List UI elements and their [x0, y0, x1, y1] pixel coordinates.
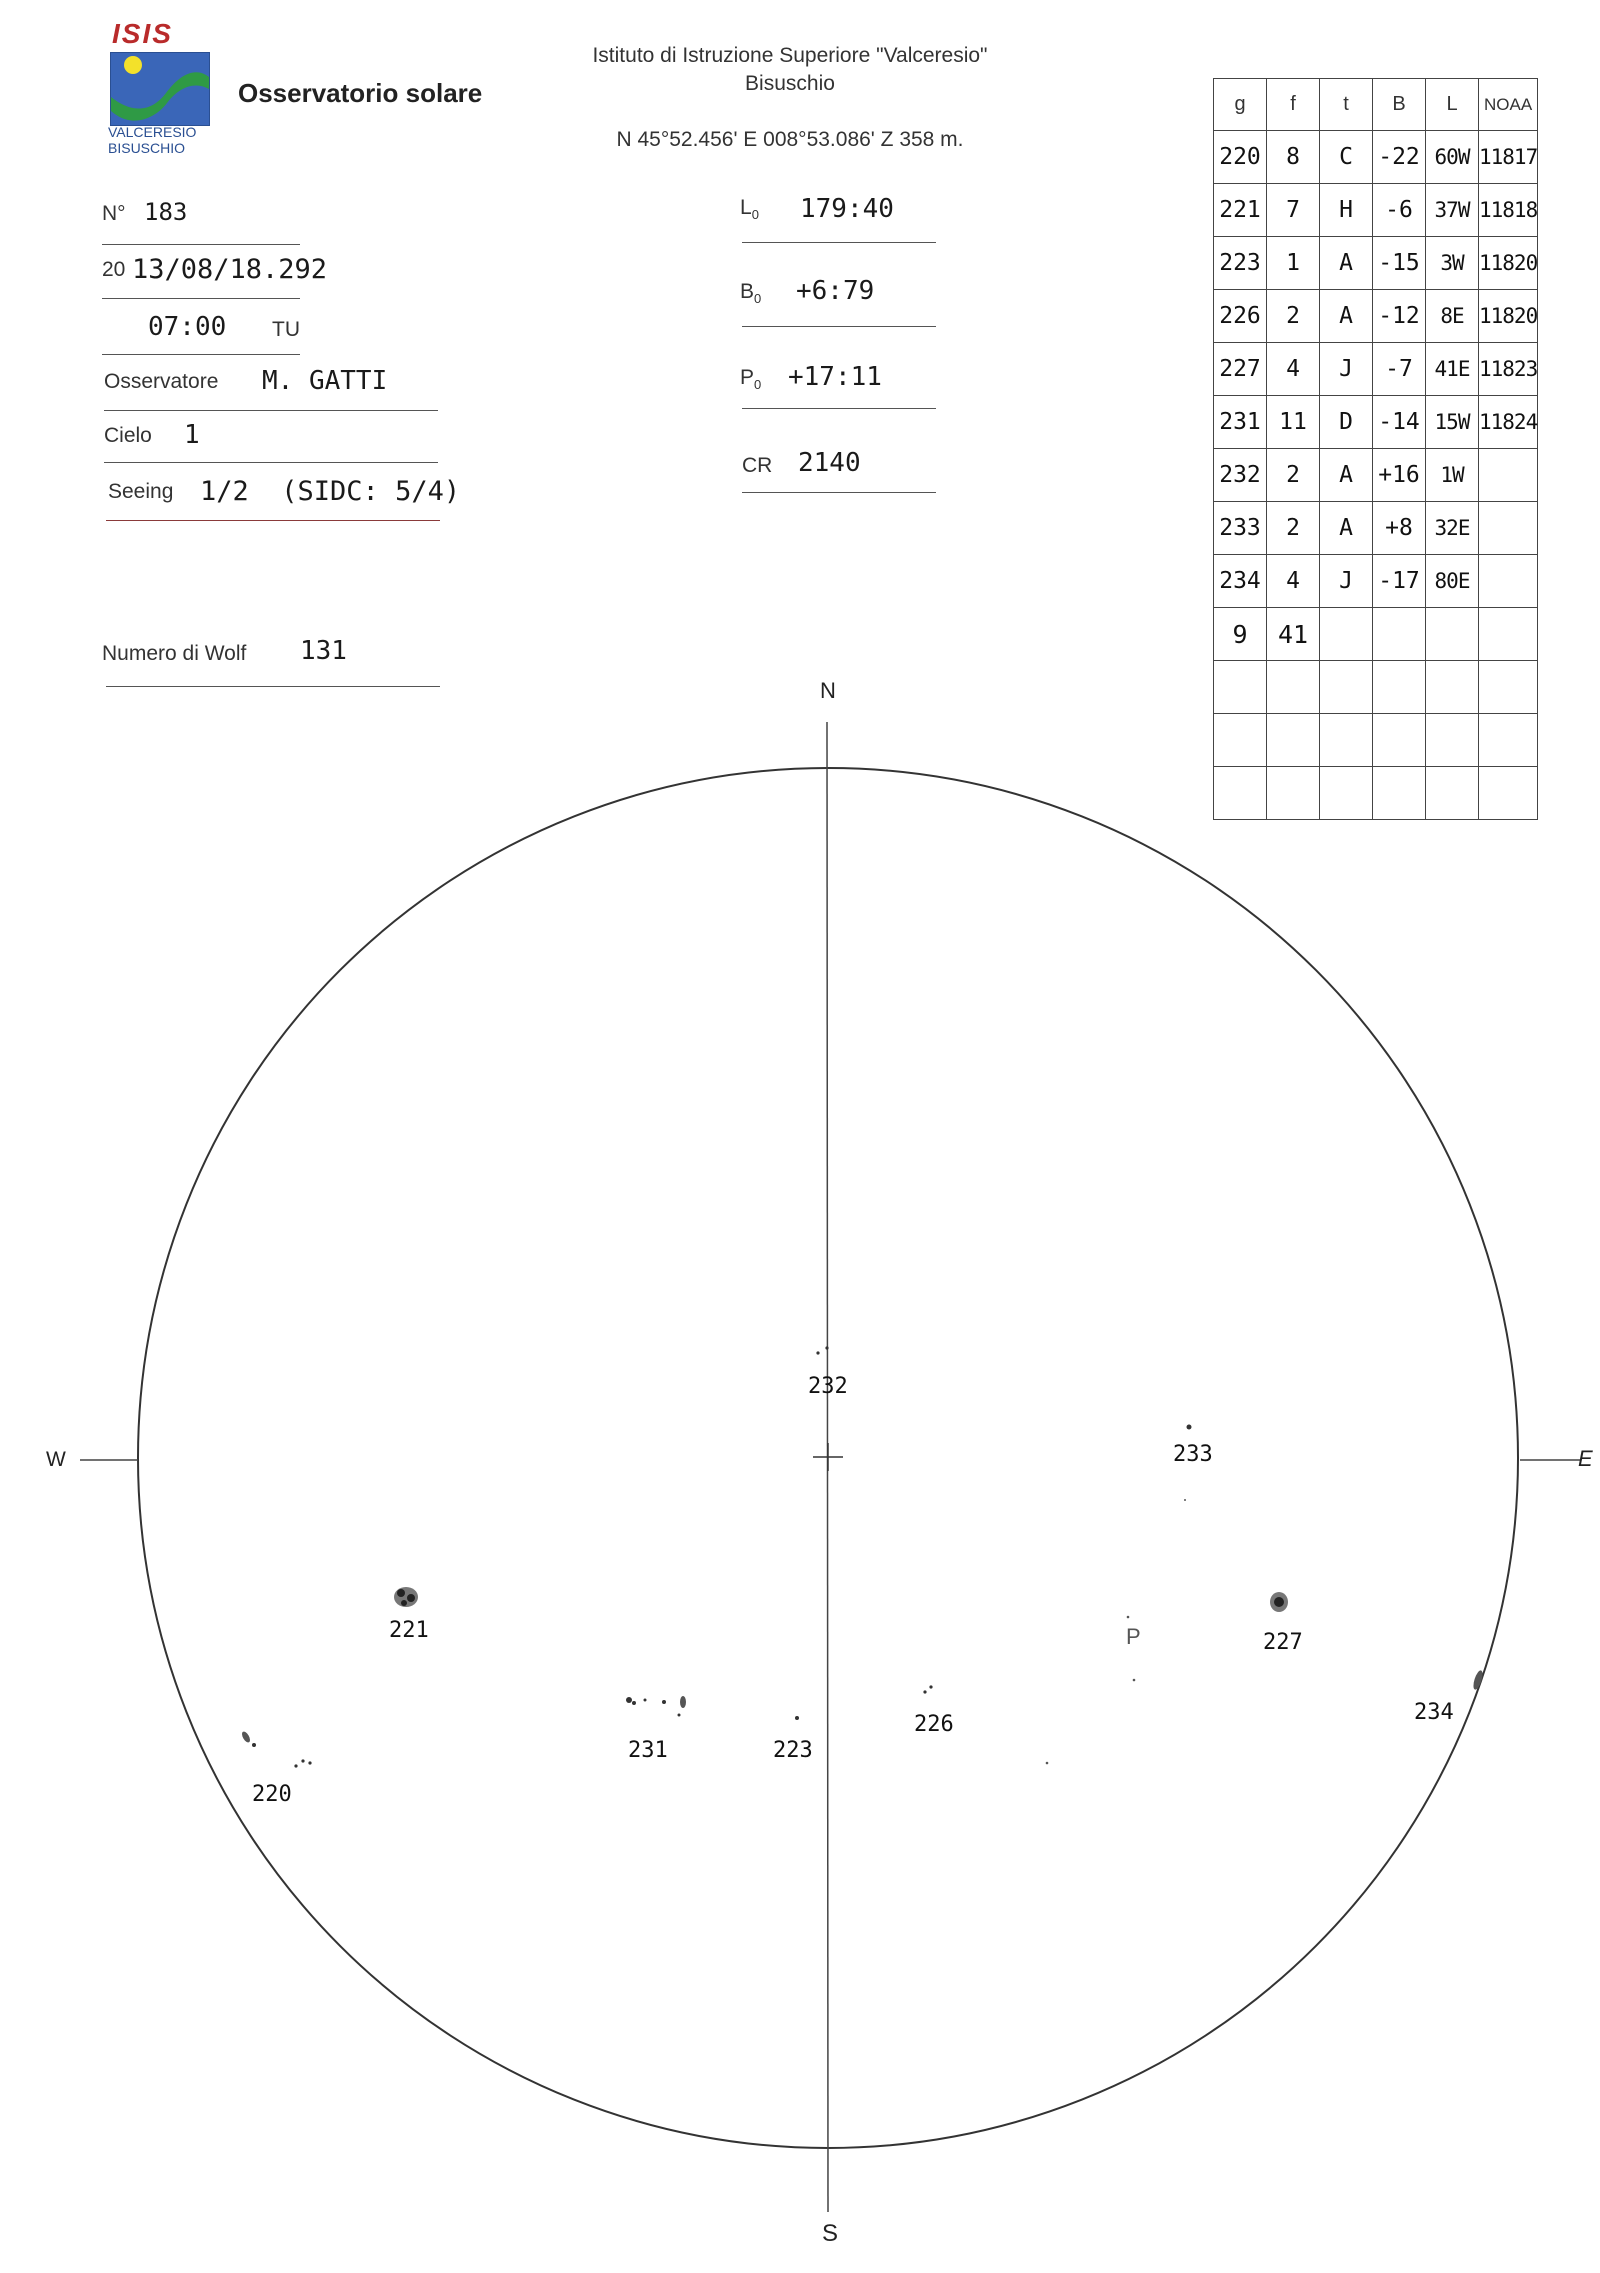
cell-spots: 7: [1267, 184, 1320, 237]
cell-longitude: 1W: [1426, 449, 1479, 502]
total-spots: 41: [1267, 608, 1320, 661]
north-label: N: [820, 678, 836, 703]
cell-latitude: +8: [1373, 502, 1426, 555]
observation-date: 13/08/18.292: [132, 254, 328, 285]
cell-latitude: -12: [1373, 290, 1426, 343]
l0-label: $L_0$: [740, 196, 759, 223]
seeing-value: 1/2 (SIDC: 5/4): [200, 476, 461, 507]
group-label-220: 220: [252, 1782, 292, 1807]
page-title: Osservatorio solare: [238, 78, 483, 108]
wolf-number-label: Numero di Wolf: [102, 642, 247, 665]
cell-spots: 2: [1267, 449, 1320, 502]
group-label-231: 231: [628, 1738, 668, 1763]
cell-group: 232: [1214, 449, 1267, 502]
group-label-234: 234: [1414, 1700, 1454, 1725]
date-prefix: 20: [102, 258, 126, 281]
cell-type: A: [1320, 449, 1373, 502]
header-group: g: [1214, 79, 1267, 131]
observation-time: 07:00: [148, 312, 227, 342]
cell-spots: 1: [1267, 237, 1320, 290]
cell-spots: 2: [1267, 290, 1320, 343]
carrington-label: CR: [742, 454, 773, 477]
group-label-227: 227: [1263, 1630, 1303, 1655]
stray-dots: [1046, 1499, 1186, 1764]
cell-longitude: 60W: [1426, 131, 1479, 184]
cell-longitude: 15W: [1426, 396, 1479, 449]
observer-label: Osservatore: [104, 370, 219, 393]
cell-latitude: +16: [1373, 449, 1426, 502]
cell-type: J: [1320, 343, 1373, 396]
time-unit: TU: [272, 318, 300, 341]
spots-233: [1187, 1425, 1192, 1430]
logo-text-valceresio: VALCERESIO: [108, 124, 197, 140]
cell-group: 221: [1214, 184, 1267, 237]
cell-latitude: -17: [1373, 555, 1426, 608]
west-label: W: [46, 1448, 66, 1471]
b0-value: +6:79: [796, 276, 875, 306]
cell-spots: 2: [1267, 502, 1320, 555]
p0-value: +17:11: [788, 362, 882, 392]
spots-223: [795, 1716, 799, 1720]
cell-noaa: 11820: [1479, 290, 1538, 343]
p-marker-label: P: [1126, 1624, 1141, 1649]
cell-spots: 4: [1267, 555, 1320, 608]
cell-type: A: [1320, 502, 1373, 555]
group-label-221: 221: [389, 1618, 429, 1643]
cell-noaa: 11820: [1479, 237, 1538, 290]
p0-label: $P_0$: [740, 366, 762, 393]
cell-longitude: 80E: [1426, 555, 1479, 608]
cell-longitude: 41E: [1426, 343, 1479, 396]
cell-longitude: 8E: [1426, 290, 1479, 343]
south-label: S: [822, 2220, 839, 2247]
cell-longitude: 32E: [1426, 502, 1479, 555]
spots-227: [1270, 1592, 1288, 1612]
observer-name: M. GATTI: [262, 366, 388, 396]
cell-type: J: [1320, 555, 1373, 608]
cell-latitude: -7: [1373, 343, 1426, 396]
cell-noaa: 11817: [1479, 131, 1538, 184]
cell-type: H: [1320, 184, 1373, 237]
cell-type: D: [1320, 396, 1373, 449]
number-label: N°: [102, 202, 126, 225]
cell-group: 220: [1214, 131, 1267, 184]
cell-group: 223: [1214, 237, 1267, 290]
institute-name: Istituto di Istruzione Superiore "Valceresio": [592, 44, 988, 67]
institute-town: Bisuschio: [745, 72, 835, 95]
cell-noaa: 11818: [1479, 184, 1538, 237]
sky-label: Cielo: [104, 424, 152, 447]
group-label-223: 223: [773, 1738, 813, 1763]
cell-noaa: 11824: [1479, 396, 1538, 449]
cell-latitude: -6: [1373, 184, 1426, 237]
cell-latitude: -14: [1373, 396, 1426, 449]
cell-spots: 4: [1267, 343, 1320, 396]
cell-spots: 11: [1267, 396, 1320, 449]
seeing-label: Seeing: [108, 480, 174, 503]
spots-226: [923, 1685, 932, 1693]
wolf-number: 131: [300, 636, 347, 666]
logo-text-bisuschio: BISUSCHIO: [108, 140, 186, 156]
cell-group: 234: [1214, 555, 1267, 608]
total-groups: 9: [1214, 608, 1267, 661]
cell-type: A: [1320, 237, 1373, 290]
group-label-232: 232: [808, 1374, 848, 1399]
cell-group: 226: [1214, 290, 1267, 343]
spots-234: [1472, 1669, 1485, 1690]
group-label-226: 226: [914, 1712, 954, 1737]
header-spots: f: [1267, 79, 1320, 131]
header-longitude: L: [1426, 79, 1479, 131]
cell-group: 231: [1214, 396, 1267, 449]
spots-221: [394, 1587, 418, 1607]
header-type: t: [1320, 79, 1373, 131]
group-label-233: 233: [1173, 1442, 1213, 1467]
cell-longitude: 3W: [1426, 237, 1479, 290]
cell-longitude: 37W: [1426, 184, 1479, 237]
east-label: E: [1578, 1446, 1593, 1471]
spots-231: [626, 1696, 686, 1717]
cell-latitude: -22: [1373, 131, 1426, 184]
observatory-coordinates: N 45°52.456' E 008°53.086' Z 358 m.: [616, 128, 964, 151]
cell-group: 227: [1214, 343, 1267, 396]
cell-latitude: -15: [1373, 237, 1426, 290]
spots-220: [240, 1730, 311, 1767]
logo-brand: ISIS: [112, 18, 173, 49]
b0-label: $B_0$: [740, 280, 762, 307]
cell-type: C: [1320, 131, 1373, 184]
observation-number: 183: [144, 198, 188, 226]
sky-value: 1: [184, 420, 200, 450]
cell-group: 233: [1214, 502, 1267, 555]
cell-spots: 8: [1267, 131, 1320, 184]
l0-value: 179:40: [800, 194, 894, 224]
cell-noaa: 11823: [1479, 343, 1538, 396]
header-noaa: NOAA: [1479, 79, 1538, 131]
cell-type: A: [1320, 290, 1373, 343]
carrington-rotation: 2140: [798, 448, 861, 478]
header-latitude: B: [1373, 79, 1426, 131]
